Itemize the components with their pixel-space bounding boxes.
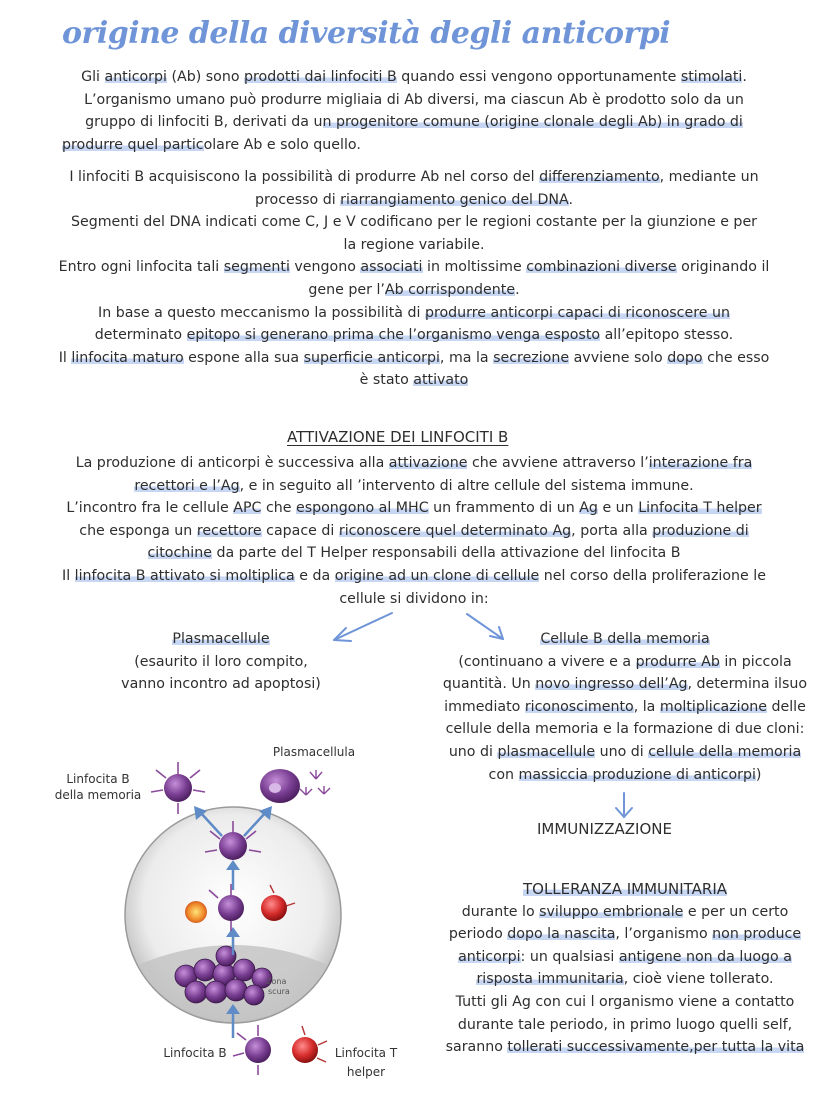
plasma-title: Plasmacellule (172, 631, 270, 647)
text-line: (continuano a vivere e a produrre Ab in piccola (458, 653, 792, 670)
text-line: durante lo sviluppo embrionale e per un certo (461, 903, 789, 920)
label-b-cell: Linfocita B (163, 1046, 227, 1060)
text-line: saranno tollerati successivamente,per tutta la vita (445, 1039, 805, 1056)
text-line: è stato attivato (359, 372, 469, 389)
text-line: Il linfocita B attivato si moltiplica e da origine ad un clone di cellule nel corso della proliferazione le (62, 567, 766, 584)
text-line: In base a questo meccanismo la possibilità di produrre anticorpi capaci di riconoscere un (98, 304, 730, 321)
text-line: cellule si dividono in: (339, 590, 489, 607)
arrow-to-immunization (616, 793, 632, 817)
text-line: la regione variabile. (343, 236, 485, 253)
label-t-helper-1: Linfocita T (334, 1046, 398, 1060)
bottom-b-cell (233, 1025, 271, 1075)
text-line: citochine da parte del T Helper responsabili della attivazione del linfocita B (147, 545, 681, 562)
text-line: periodo dopo la nascita, l’organismo non produce (448, 926, 802, 943)
text-line: Tutti gli Ag con cui l organismo viene a contatto (455, 993, 795, 1010)
label-t-helper-2: helper (346, 1065, 386, 1079)
memory-b-cell (151, 762, 205, 814)
t-helper-cell (292, 1026, 327, 1063)
text-line: L’organismo umano può produrre migliaia di Ab diversi, ma ciascun Ab è prodotto solo da un (84, 91, 744, 108)
text-line: gruppo di linfociti B, derivati da un progenitore comune (origine clonale degli Ab) in grado di (85, 114, 743, 131)
text-line: immediato riconoscimento, la moltiplicazione delle (444, 698, 806, 715)
text-line: vanno incontro ad apoptosi) (121, 676, 321, 693)
tolerance-title: TOLLERANZA IMMUNITARIA (522, 880, 728, 898)
text-line: I linfociti B acquisiscono la possibilità di produrre Ab nel corso del differenziamento, mediante un (69, 169, 759, 185)
plasma-cell (260, 769, 330, 803)
immunization-label: IMMUNIZZAZIONE (537, 820, 672, 838)
text-line: uno di plasmacellule uno di cellule della memoria (448, 743, 802, 760)
text-line: La produzione di anticorpi è successiva alla attivazione che avviene attraverso l’interazione fra (75, 455, 753, 471)
section-heading: ATTIVAZIONE DEI LINFOCITI B (287, 428, 509, 446)
text-line: Il linfocita maturo espone alla sua superficie anticorpi, ma la secrezione avviene solo dopo che esso (58, 349, 770, 366)
page-title: origine della diversità degli anticorpi (62, 16, 671, 51)
text-line: durante tale periodo, in primo luogo quelli self, (457, 1016, 793, 1033)
text-line: determinato epitopo si generano prima che l’organismo venga esposto all’epitopo stesso. (94, 327, 734, 344)
text-line: (esaurito il loro compito, (134, 653, 308, 670)
text-line: gene per l’Ab corrispondente. (308, 281, 520, 298)
text-line: risposta immunitaria, cioè viene tollerato. (476, 971, 774, 988)
text-line: L’incontro fra le cellule APC che espongono al MHC un frammento di un Ag e un Linfocita T helper (66, 500, 762, 517)
text-line: recettori e l’Ag, e in seguito all ’intervento di altre cellule del sistema immune. (134, 477, 694, 494)
label-plasma-cell: Plasmacellula (272, 745, 356, 759)
arrow-to-memory (467, 614, 503, 639)
text-line: Entro ogni linfocita tali segmenti vengono associati in moltissime combinazioni diverse originando il (58, 259, 770, 276)
text-line: Segmenti del DNA indicati come C, J e V codificano per le regioni costante per la giunzione e per (70, 214, 758, 231)
text-line: anticorpi: un qualsiasi antigene non da luogo a (458, 948, 792, 965)
arrow-to-plasma (334, 613, 392, 641)
text-line: produrre quel particolare Ab e solo quello. (62, 136, 361, 153)
text-line: quantità. Un novo ingresso dell’Ag, determina ilsuo (442, 676, 808, 693)
text-line: con massiccia produzione di anticorpi) (488, 766, 762, 783)
text-line: Gli anticorpi (Ab) sono prodotti dai linfociti B quando essi vengono opportunamente stimolati. (81, 69, 747, 85)
label-memory-cell-1: Linfocita B (66, 772, 130, 786)
zone-label-1: Zona (266, 977, 287, 986)
text-line: che esponga un recettore capace di riconoscere quel determinato Ag, porta alla produzione di (79, 522, 749, 539)
text-line: cellule della memoria e la formazione di due cloni: (445, 721, 805, 738)
text-line: processo di riarrangiamento genico del DNA. (254, 191, 574, 208)
label-memory-cell-2: della memoria (54, 788, 142, 802)
zone-label-2: scura (268, 987, 290, 996)
memory-title: Cellule B della memoria (540, 631, 710, 647)
